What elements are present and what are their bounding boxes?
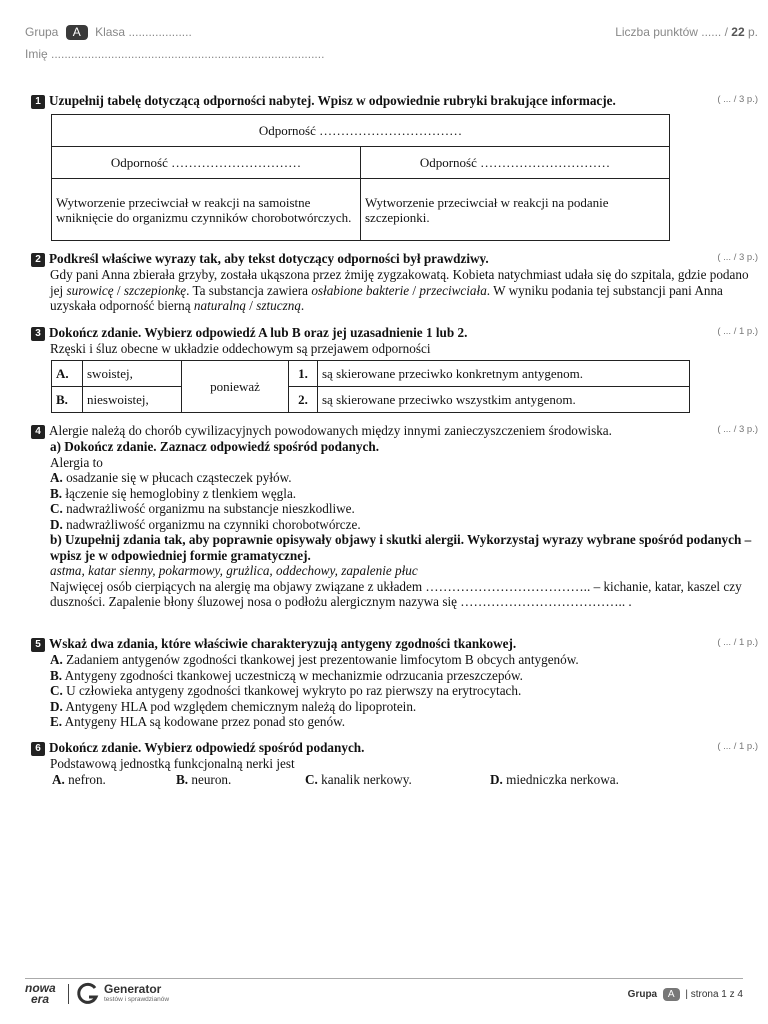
option-1-text[interactable]: są skierowane przeciwko konkretnym antygenom. [318,361,690,387]
question-4-points: ( ... / 3 p.) [717,424,758,435]
because-cell: ponieważ [182,361,289,413]
option-a-letter[interactable]: A. [52,361,83,387]
answer-option[interactable] [31,486,758,502]
option-letter: B. [176,771,189,787]
option-text: neuron. [188,771,232,787]
question-title: Podkreśl właściwe wyrazy tak, aby tekst dotyczący odporności był prawdziwy. [49,251,489,266]
answer-option[interactable] [31,470,758,486]
option-text: kanalik nerkowy. [317,771,412,787]
points-separator: / [724,25,728,39]
choice-surowice[interactable]: surowicę [66,282,114,298]
answer-option[interactable] [31,714,758,730]
part-a-title: a) Dokończ zdanie. Zaznacz odpowiedź spośród podanych. [50,439,379,454]
text-fragment: . [300,298,305,313]
question-3-points: ( ... / 1 p.) [717,326,758,337]
answer-option[interactable] [490,772,619,788]
question-title: Uzupełnij tabelę dotyczącą odporności nabytej. Wpisz w odpowiednie rubryki brakujące informacje. [49,93,616,108]
group-label: Grupa [25,25,59,39]
nowa-era-logo [25,983,56,1005]
option-letter: C. [50,501,63,516]
option-text: osadzanie się w płucach cząsteczek pyłów. [62,470,292,485]
choice-przeciwciala[interactable]: przeciwciała [419,282,487,298]
option-text: Antygeny zgodności tkankowej uczestniczą w mechanizmie odrzucania przeszczepów. [62,667,523,683]
answer-option[interactable] [31,668,758,684]
question-3 [31,325,758,357]
option-letter: D. [50,698,63,714]
immunity-table [51,114,670,241]
group-badge: A [66,25,88,40]
question-number: 1 [31,95,45,109]
question-number: 6 [31,742,45,756]
logo-nowa-text: nowa [25,981,56,995]
option-letter: A. [50,470,63,485]
fill-in-text[interactable]: Najwięcej osób cierpiących na alergię ma objawy związane z układem ……………………………….. – kichanie, katar, kaszel czy duszności. Zapalenie błony śluzowej nosa o podłożu alergicznym nazywa się ……………………………….. . [50,578,742,609]
table-left-desc: Wytworzenie przeciwciał w reakcji na samoistne wniknięcie do organizmu czynników chorobotwórczych. [52,179,361,241]
option-letter: A. [50,652,63,667]
footer-group-badge: A [663,988,680,1001]
option-text: U człowieka antygeny zgodności tkankowej wykryto po raz pierwszy na erytrocytach. [62,683,522,698]
answer-option[interactable] [31,699,758,715]
points-unit: p. [747,25,758,39]
option-letter: D. [490,771,503,787]
logo-era-text: era [31,992,50,1006]
answer-option[interactable] [31,517,758,533]
generator-logo [76,982,170,1011]
table-top-cell[interactable]: Odporność …………………………… [52,115,670,147]
choice-sztuczna[interactable]: sztuczną [256,298,301,313]
option-b-text[interactable]: nieswoistej, [83,387,182,413]
class-label: Klasa [95,25,126,39]
choice-oslabione-bakterie[interactable]: osłabione bakterie [311,282,410,298]
option-letter: C. [305,771,318,787]
text-fragment: Gdy pani Anna zbierała grzyby, została ukąszona przez żmiję zygzakowatą. Kobieta natychmiast udała się do szpitala, gdzie podano jej [50,267,749,298]
question-number: 5 [31,638,45,652]
question-6 [31,740,758,788]
question-2-text [31,267,758,314]
group-class-line [25,25,192,40]
table-left-head[interactable]: Odporność ………………………… [52,147,361,179]
option-text: łączenie się hemoglobiny z tlenkiem węgla. [62,485,297,501]
option-2-text[interactable]: są skierowane przeciwko wszystkim antygenom. [318,387,690,413]
choice-szczepionke[interactable]: szczepionkę [123,282,187,298]
option-letter: C. [50,683,63,698]
page-indicator [628,988,743,1001]
footer-group-label: Grupa [627,989,658,1000]
question-4 [31,423,758,610]
question-number: 4 [31,425,45,439]
logo-separator [68,984,69,1004]
question-title: Wskaż dwa zdania, które właściwie charakteryzują antygeny zgodności tkankowej. [49,636,517,651]
answer-option[interactable] [31,683,758,699]
question-6-stem: Podstawową jednostką funkcjonalną nerki jest [50,756,295,771]
option-letter: E. [50,714,63,729]
option-text: nadwrażliwość organizmu na czynniki chorobotwórcze. [62,516,361,532]
question-intro: Alergie należą do chorób cywilizacyjnych powodowanych między innymi zanieczyszczeniem środowiska. [49,423,612,438]
class-dots: ................... [128,25,192,39]
option-text: nadwrażliwość organizmu na substancje nieszkodliwe. [62,501,355,516]
slash: / [113,282,124,298]
text-fragment: . W wyniku podania tej substancji pani Anna uzyskała odporność bierną [50,282,723,313]
slash: / [409,282,420,298]
answer-option[interactable] [176,772,231,788]
option-1-number[interactable]: 1. [289,361,318,387]
option-letter: B. [50,667,63,683]
question-title: Dokończ zdanie. Wybierz odpowiedź A lub B oraz jej uzasadnienie 1 lub 2. [49,325,468,340]
answer-option[interactable] [305,772,412,788]
part-b-title: b) Uzupełnij zdania tak, aby poprawnie opisywały objawy i skutki alergii. Wykorzystaj wyrazy wybrane spośród podanych – wpisz je w odpowiedniej formie gramatycznej. [50,532,752,563]
option-2-number[interactable]: 2. [289,387,318,413]
table-right-head[interactable]: Odporność ………………………… [361,147,670,179]
option-text: Antygeny HLA są kodowane przez ponad sto genów. [62,714,346,729]
question-number: 3 [31,327,45,341]
option-text: Zadaniem antygenów zgodności tkankowej jest prezentowanie limfocytom B obcych antygenów. [62,652,579,667]
answer-option[interactable] [31,501,758,517]
answer-option[interactable] [52,772,106,788]
option-text: nefron. [64,771,106,787]
text-fragment: . Ta substancja zawiera [186,282,312,298]
option-b-letter[interactable]: B. [52,387,83,413]
points-max: 22 [731,25,745,39]
question-number: 2 [31,253,45,267]
choice-naturalna[interactable]: naturalną [193,298,246,313]
name-line [25,47,324,61]
word-bank: astma, katar sienny, pokarmowy, grużlica, oddechowy, zapalenie płuc [50,563,418,578]
generator-name: Generator [104,982,162,996]
question-3-stem: Rzęski i śluz obecne w układzie oddechowym są przejawem odporności [50,341,431,356]
points-total [615,25,758,39]
option-text: Antygeny HLA pod względem chemicznym należą do lipoprotein. [62,698,417,714]
part-a-stem: Alergia to [50,454,103,470]
option-letter: B. [50,485,63,501]
question-1-points: ( ... / 3 p.) [717,94,758,105]
option-text: miedniczka nerkowa. [502,771,619,787]
question-2-points: ( ... / 3 p.) [717,252,758,263]
question-1 [31,93,758,109]
ab12-table [51,360,690,413]
footer-divider [25,978,743,979]
option-letter: A. [52,771,65,787]
generator-subtitle: testów i sprawdzianów [104,996,170,1003]
question-5 [31,636,758,730]
question-title: Dokończ zdanie. Wybierz odpowiedź spośród podanych. [49,740,365,755]
page-number: | strona 1 z 4 [685,989,743,1000]
slash: / [245,298,257,313]
question-6-points: ( ... / 1 p.) [717,741,758,752]
table-right-desc: Wytworzenie przeciwciał w reakcji na podanie szczepionki. [361,179,670,241]
points-label: Liczba punktów ...... [615,25,722,39]
answer-option[interactable] [31,652,758,668]
question-2 [31,251,758,314]
name-label: Imię [25,47,48,61]
option-a-text[interactable]: swoistej, [83,361,182,387]
generator-g-icon [76,982,100,1006]
answer-options-row [31,772,758,788]
option-letter: D. [50,516,63,532]
question-5-points: ( ... / 1 p.) [717,637,758,648]
name-dots: .................................................................................. [51,47,325,61]
